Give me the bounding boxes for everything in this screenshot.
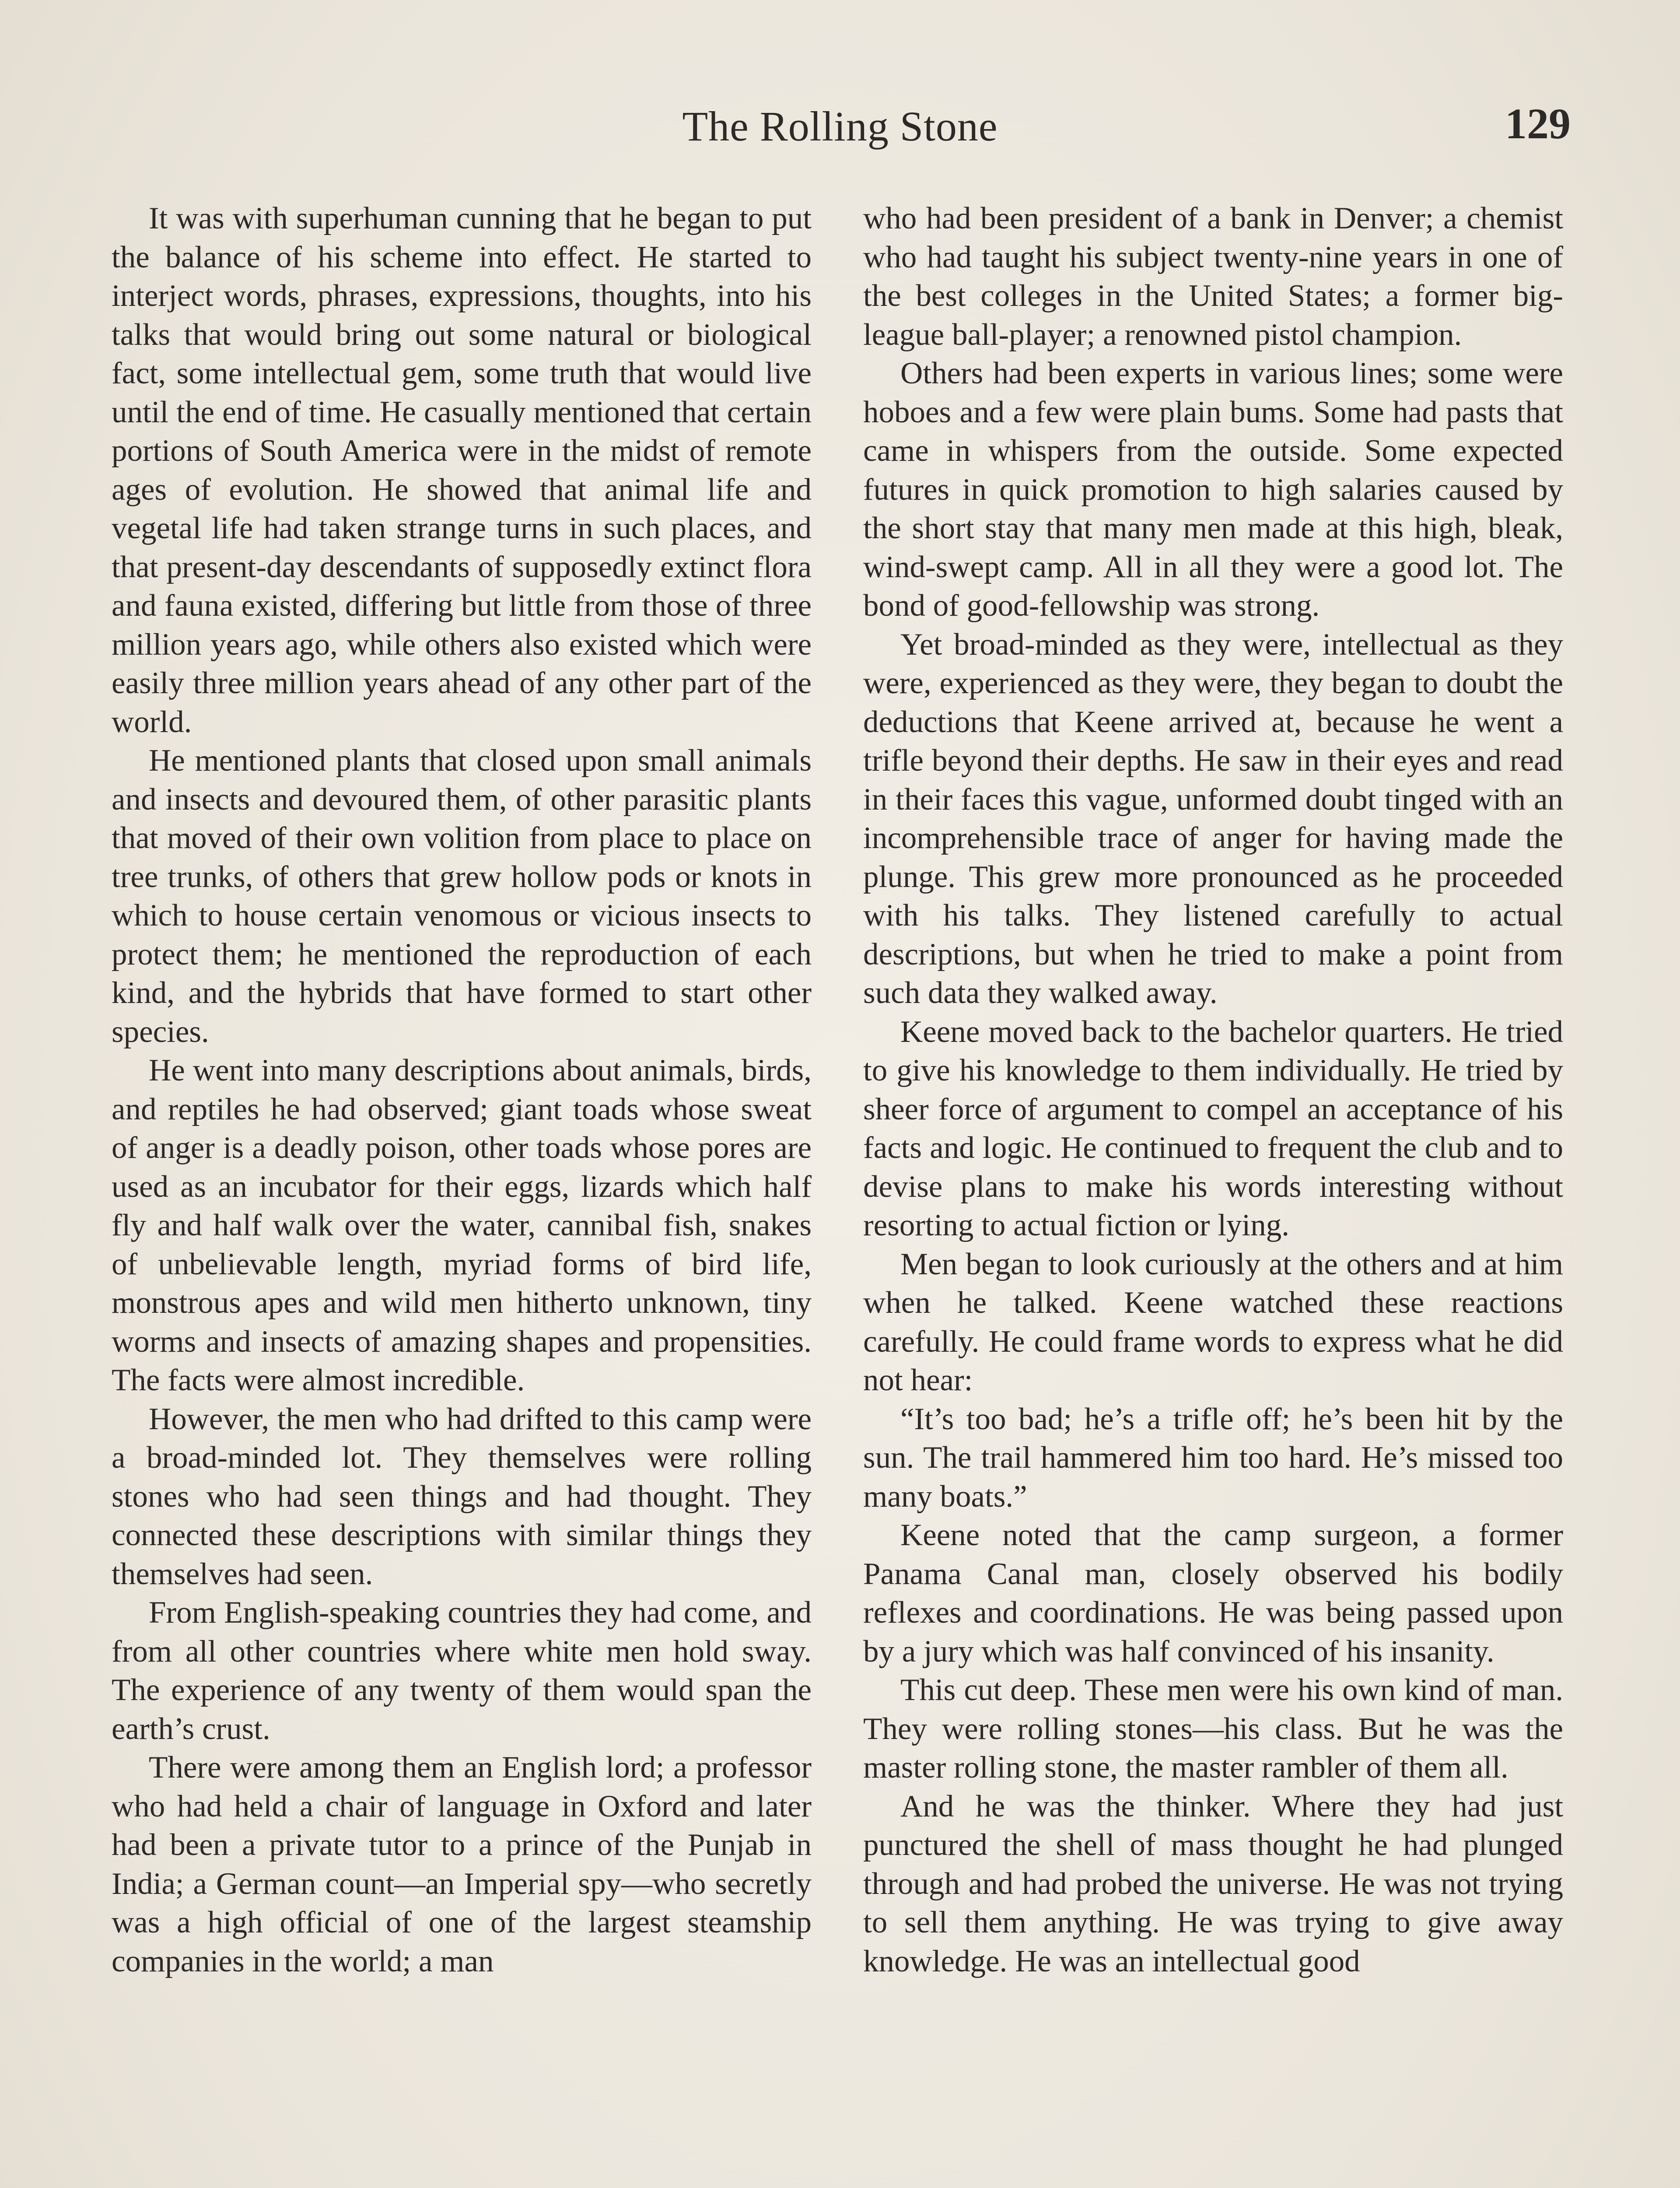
paragraph: From English-speaking countries they had come, and from all other countries where white men hold sway. The experience of any twenty of them would span the earth’s crust. [112, 1595, 812, 1746]
left-column [112, 199, 812, 1981]
paragraph: “It’s too bad; he’s a trifle off; he’s been hit by the sun. The trail hammered him too hard. He’s missed too many boats.” [863, 1402, 1563, 1514]
running-head [109, 94, 1571, 155]
page-number: 129 [1505, 99, 1571, 148]
right-column [863, 199, 1563, 1981]
paragraph: Yet broad-minded as they were, intellectual as they were, experienced as they were, they began to doubt the deductions that Keene arrived at, because he went a trifle beyond their depths. He saw in their eyes and read in their faces this vague, unformed doubt tinged with an incomprehensible trace of anger for having made the plunge. This grew more pronounced as he proceeded with his talks. They listened carefully to actual descriptions, but when he tried to make a point from such data they walked away. [863, 627, 1563, 1010]
paragraph: Keene moved back to the bachelor quarters. He tried to give his knowledge to them individually. He tried by sheer force of argument to compel an acceptance of his facts and logic. He continued to frequent the club and to devise plans to make his words interesting without resorting to actual fiction or lying. [863, 1014, 1563, 1242]
paragraph: Men began to look curiously at the others and at him when he talked. Keene watched these reactions carefully. He could frame words to express what he did not hear: [863, 1247, 1563, 1397]
paragraph: It was with superhuman cunning that he began to put the balance of his scheme into effect. He started to interject words, phrases, expressions, thoughts, into his talks that would bring out some natural or biological fact, some intellectual gem, some truth that would live until the end of time. He casually mentioned that certain portions of South America were in the midst of remote ages of evolution. He showed that animal life and vegetal life had taken strange turns in such places, and that present-day descendants of supposedly extinct flora and fauna existed, differing but little from those of three million years ago, while others also existed which were easily three million years ahead of any other part of the world. [112, 201, 812, 739]
paragraph: This cut deep. These men were his own kind of man. They were rolling stones—his class. But he was the master rolling stone, the master rambler of them all. [863, 1673, 1563, 1785]
paragraph: Keene noted that the camp surgeon, a former Panama Canal man, closely observed his bodily reflexes and coordinations. He was being passed upon by a jury which was half convinced of his insanity. [863, 1518, 1563, 1669]
running-title: The Rolling Stone [682, 103, 998, 150]
paragraph-continued: who had been president of a bank in Denver; a chemist who had taught his subject twenty-nine years in one of the best colleges in the United States; a former big-league ball-player; a renowned pistol champion. [863, 201, 1563, 352]
paragraph: And he was the thinker. Where they had just punctured the shell of mass thought he had plunged through and had probed the universe. He was not trying to sell them anything. He was trying to give away knowledge. He was an intellectual good [863, 1789, 1563, 1978]
paragraph: However, the men who had drifted to this camp were a broad-minded lot. They themselves were rolling stones who had seen things and had thought. They connected these descriptions with similar things they themselves had seen. [112, 1402, 812, 1591]
paragraph: He went into many descriptions about animals, birds, and reptiles he had observed; giant toads whose sweat of anger is a deadly poison, other toads whose pores are used as an incubator for their eggs, lizards which half fly and half walk over the water, cannibal fish, snakes of unbelievable length, myriad forms of bird life, monstrous apes and wild men hitherto unknown, tiny worms and insects of amazing shapes and propensities. The facts were almost incredible. [112, 1053, 812, 1397]
paragraph: He mentioned plants that closed upon small animals and insects and devoured them, of other parasitic plants that moved of their own volition from place to place on tree trunks, of others that grew hollow pods or knots in which to house certain venomous or vicious insects to protect them; he mentioned the reproduction of each kind, and the hybrids that have formed to start other species. [112, 743, 812, 1049]
paragraph: There were among them an English lord; a professor who had held a chair of language in Oxford and later had been a private tutor to a prince of the Punjab in India; a German count—an Imperial spy—who secretly was a high official of one of the largest steamship companies in the world; a man [112, 1750, 812, 1978]
paragraph: Others had been experts in various lines; some were hoboes and a few were plain bums. Some had pasts that came in whispers from the outside. Some expected futures in quick promotion to high salaries caused by the short stay that many men made at this high, bleak, wind-swept camp. All in all they were a good lot. The bond of good-fellowship was strong. [863, 356, 1563, 623]
